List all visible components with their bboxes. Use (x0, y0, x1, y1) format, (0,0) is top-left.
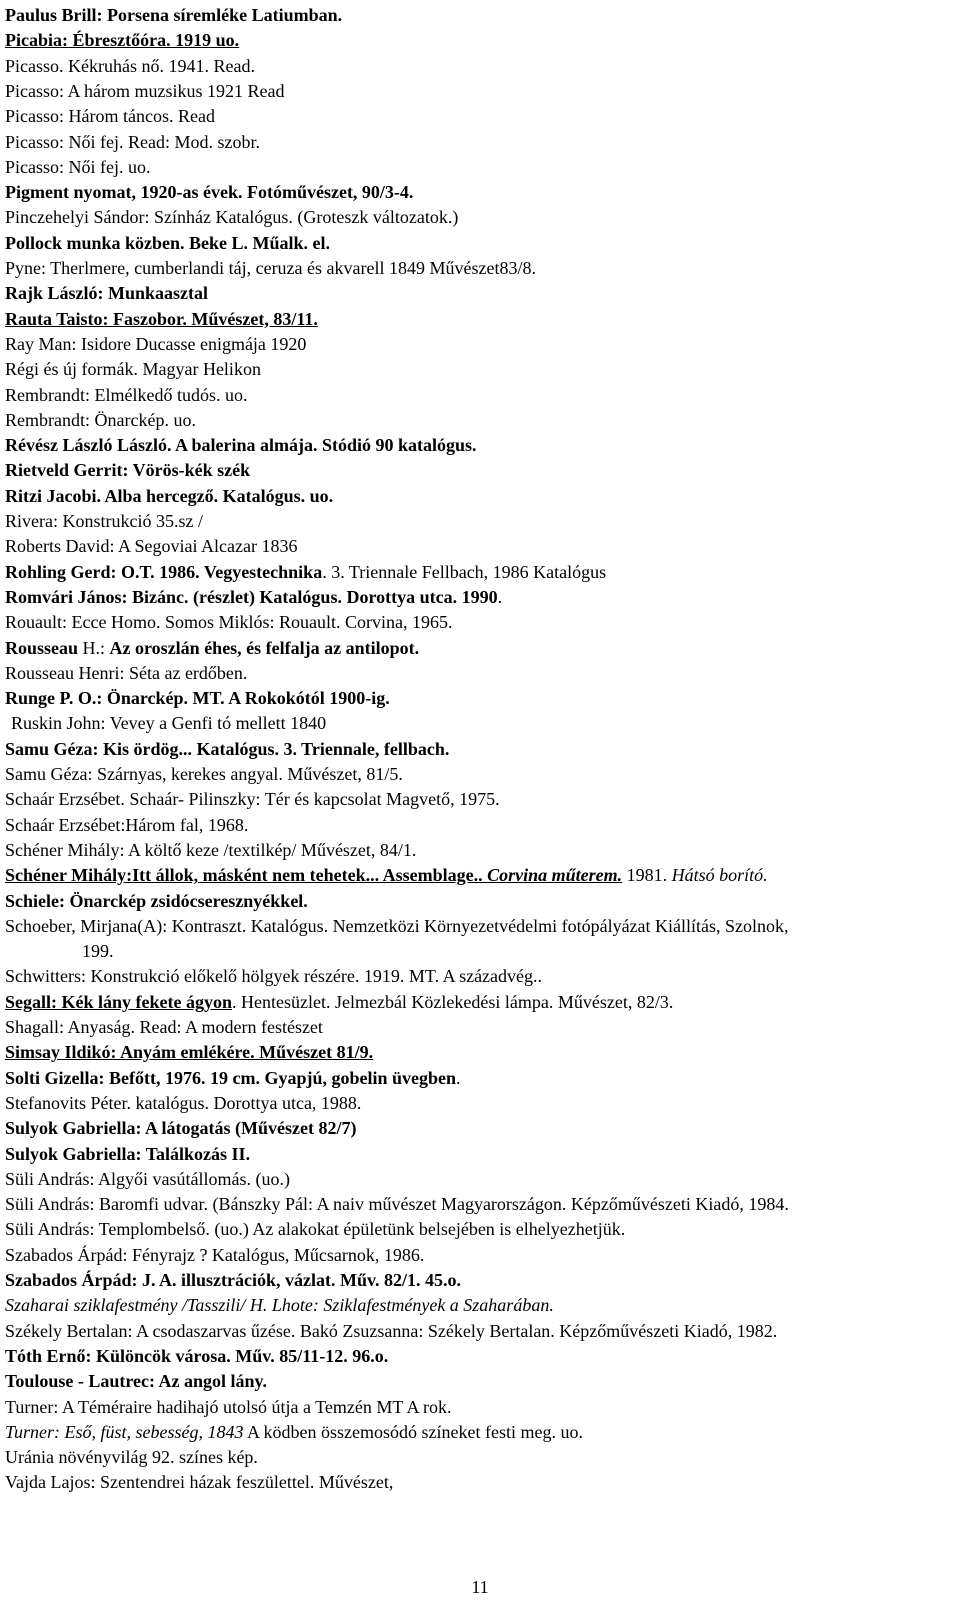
entry-text: Samu Géza: Kis ördög... Katalógus. 3. Triennale, fellbach. (5, 738, 450, 759)
entry-line (11, 712, 326, 734)
entry-line (5, 738, 449, 760)
entry-text: 199. (82, 941, 114, 962)
entry-text: Rouault: Ecce Homo. Somos Miklós: Rouault. Corvina, 1965. (5, 612, 453, 633)
entry-line (5, 1244, 424, 1266)
entry-text: Stefanovits Péter. katalógus. Dorottya utca, 1988. (5, 1092, 362, 1113)
entry-line (5, 561, 606, 583)
entry-line (5, 864, 768, 886)
entry-text: A ködben összemosódó színeket festi meg. uo. (243, 1421, 583, 1442)
entry-line (5, 1396, 452, 1418)
entry-text: Schaár Erzsébet:Három fal, 1968. (5, 814, 249, 835)
entry-line (5, 1041, 373, 1063)
entry-text: Romvári János: Bizánc. (részlet) Katalógus. Dorottya utca. 1990 (5, 586, 498, 607)
entry-line (5, 1193, 789, 1215)
entry-line (5, 535, 297, 557)
entry-line (5, 662, 247, 684)
entry-line (5, 409, 196, 431)
entry-line (5, 1092, 361, 1114)
entry-text: Pyne: Therlmere, cumberlandi táj, ceruza és akvarell 1849 Művészet83/8. (5, 258, 536, 278)
entry-text: Székely Bertalan: A csodaszarvas űzése. Bakó Zsuzsanna: Székely Bertalan. Képzőművészeti Kiadó, 1982. (5, 1320, 778, 1341)
entry-text: Pigment nyomat, 1920-as évek. Fotóművészet, 90/3-4. (5, 182, 414, 203)
entry-line (5, 485, 333, 507)
entry-text: Turner: Eső, füst, sebesség, 1843 (5, 1421, 244, 1442)
entry-text: Roberts David: A Segoviai Alcazar 1836 (5, 536, 298, 557)
entry-text: Picabia: Ébresztőóra. 1919 uo. (5, 30, 240, 51)
entry-line (5, 687, 390, 709)
entry-text: Turner: A Téméraire hadihajó utolsó útja a Temzén MT A rok. (5, 1396, 452, 1417)
entry-line (5, 788, 500, 810)
entry-text: Simsay Ildikó: Anyám emlékére. Művészet 81/9. (5, 1042, 374, 1063)
entry-text: Sulyok Gabriella: Találkozás II. (5, 1143, 251, 1164)
entry-text: Szaharai sziklafestmény /Tasszili/ H. Lhote: Sziklafestmények a Szaharában. (5, 1295, 554, 1316)
entry-text: Picasso: Három táncos. Read (5, 106, 215, 127)
entry-line (5, 839, 416, 861)
entry-line (5, 1117, 356, 1139)
entry-line (5, 763, 403, 785)
entry-line (5, 586, 502, 608)
entry-text: Az oroszlán éhes, és felfalja az antilopot. (109, 637, 420, 658)
entry-text: Shagall: Anyaság. Read: A modern festészet (5, 1017, 323, 1037)
entry-line (5, 510, 203, 532)
entry-line (5, 434, 477, 456)
entry-text: Schoeber, Mirjana(A): Kontraszt. Katalógus. Nemzetközi Környezetvédelmi fotópályázat Kiállítás, Szolnok, (5, 915, 789, 936)
entry-text: Schwitters: Konstrukció előkelő hölgyek részére. 1919. MT. A századvég.. (5, 966, 543, 987)
entry-line (5, 1294, 554, 1316)
entry-text: Hátsó borító. (671, 865, 768, 886)
entry-line (5, 1345, 388, 1367)
page-number: 11 (471, 1577, 489, 1597)
entry-text: Pollock munka közben. Beke L. Műalk. el. (5, 232, 331, 253)
entry-line (5, 29, 239, 51)
entry-text: . 3. Triennale Fellbach, 1986 Katalógus (322, 561, 607, 582)
entry-line (5, 55, 255, 77)
entry-line (5, 611, 452, 633)
entry-line (5, 358, 261, 380)
entry-text: Picasso. Kékruhás nő. 1941. Read. (5, 55, 255, 76)
entry-text: Rembrandt: Önarckép. uo. (5, 409, 196, 430)
entry-text: Schéner Mihály:Itt állok, másként nem tehetek... Assemblage.. (5, 865, 488, 886)
entry-text: Uránia növényvilág 92. színes kép. (5, 1447, 258, 1468)
entry-text: Régi és új formák. Magyar Helikon (5, 359, 261, 380)
entry-line (5, 232, 330, 254)
entry-line (5, 384, 247, 406)
entry-line (5, 257, 536, 279)
entry-text: Ritzi Jacobi. Alba hercegző. Katalógus. uo. (5, 485, 334, 506)
entry-line (5, 131, 260, 153)
entry-line (5, 80, 284, 102)
entry-text: Rauta Taisto: Faszobor. Művészet, 83/11. (5, 308, 318, 329)
entry-text: . (455, 1067, 461, 1088)
entry-line (5, 282, 208, 304)
entry-line (5, 1370, 267, 1392)
entry-text: Rivera: Konstrukció 35.sz / (5, 511, 203, 531)
entry-line (5, 1421, 583, 1443)
entry-line (5, 1446, 258, 1468)
entry-text: Rousseau (5, 637, 83, 658)
entry-text: Révész László László. A balerina almája. Stódió 90 katalógus. (5, 435, 477, 456)
entry-text: Pinczehelyi Sándor: Színház Katalógus. (Groteszk változatok.) (5, 207, 459, 228)
entry-line (5, 890, 308, 912)
entry-text: Vajda Lajos: Szentendrei házak feszülettel. Művészet, (5, 1472, 394, 1493)
entry-line (5, 333, 306, 355)
entry-text: . (497, 586, 503, 607)
entry-line (5, 1471, 393, 1493)
entry-line (5, 1320, 777, 1342)
entry-text: Ray Man: Isidore Ducasse enigmája 1920 (5, 333, 307, 354)
entry-text: . Hentesüzlet. Jelmezbál Közlekedési lámpa. Művészet, 82/3. (232, 991, 674, 1012)
entry-line (5, 965, 542, 987)
entry-text: Süli András: Algyői vasútállomás. (uo.) (5, 1168, 290, 1189)
entry-text: Picasso: A három muzsikus 1921 Read (5, 80, 285, 101)
entry-text: 1981. (622, 865, 672, 886)
entry-text: Tóth Ernő: Különcök városa. Műv. 85/11-12. 96.o. (5, 1345, 389, 1366)
entry-line (5, 308, 318, 330)
entry-text: Rajk László: Munkaasztal (5, 283, 209, 304)
entry-text: Segall: Kék lány fekete ágyon (5, 991, 232, 1012)
entry-text: Rousseau Henri: Séta az erdőben. (5, 662, 248, 683)
entry-text: Ruskin John: Vevey a Genfi tó mellett 1840 (11, 713, 327, 734)
entry-text: Schiele: Önarckép zsidócseresznyékkel. (5, 890, 308, 911)
entry-line (5, 637, 419, 659)
entry-text: Szabados Árpád: J. A. illusztrációk, vázlat. Műv. 82/1. 45.o. (5, 1270, 462, 1290)
entry-line (5, 991, 673, 1013)
entry-text: H.: (82, 637, 110, 658)
entry-text: Schaár Erzsébet. Schaár- Pilinszky: Tér és kapcsolat Magvető, 1975. (5, 789, 500, 810)
entry-text: Runge P. O.: Önarckép. MT. A Rokokótól 1900-ig. (5, 688, 390, 709)
entry-line (5, 1218, 625, 1240)
entry-text: Rietveld Gerrit: Vörös-kék szék (5, 460, 251, 481)
entry-text: Rembrandt: Elmélkedő tudós. uo. (5, 384, 248, 405)
entry-text: Picasso: Női fej. Read: Mod. szobr. (5, 131, 260, 152)
entry-text: Solti Gizella: Befőtt, 1976. 19 cm. Gyapjú, gobelin üvegben (5, 1067, 456, 1088)
entry-line (5, 1143, 250, 1165)
entry-line (5, 814, 248, 836)
entry-text: Sulyok Gabriella: A látogatás (Művészet 82/7) (5, 1118, 357, 1139)
entry-line (5, 1067, 460, 1089)
entry-text: Paulus Brill: Porsena síremléke Latiumban. (5, 5, 343, 25)
entry-line (5, 206, 458, 228)
entry-line (82, 940, 114, 962)
entry-line (5, 459, 250, 481)
entry-line (5, 915, 789, 937)
entry-line (5, 181, 413, 203)
entry-line (5, 4, 342, 26)
entry-text: Süli András: Templombelső. (uo.) Az alakokat épületünk belsejében is elhelyezhetjük. (5, 1219, 626, 1240)
entry-text: Schéner Mihály: A költő keze /textilkép/ Művészet, 84/1. (5, 839, 417, 860)
entry-line (5, 156, 151, 178)
entry-text: Corvina műterem. (487, 865, 623, 886)
entry-line (5, 1016, 323, 1038)
entry-line (5, 1168, 290, 1190)
entry-line (5, 1269, 461, 1291)
entry-text: Samu Géza: Szárnyas, kerekes angyal. Művészet, 81/5. (5, 764, 403, 784)
entry-text: Toulouse - Lautrec: Az angol lány. (5, 1371, 268, 1392)
entry-text: Rohling Gerd: O.T. 1986. Vegyestechnika (5, 561, 323, 582)
entry-text: Picasso: Női fej. uo. (5, 156, 151, 177)
entry-text: Szabados Árpád: Fényrajz ? Katalógus, Műcsarnok, 1986. (5, 1244, 425, 1265)
entry-text: Süli András: Baromfi udvar. (Bánszky Pál: A naiv művészet Magyarországon. Képzőművészeti Kiadó, 1984. (5, 1194, 789, 1215)
entry-line (5, 105, 215, 127)
